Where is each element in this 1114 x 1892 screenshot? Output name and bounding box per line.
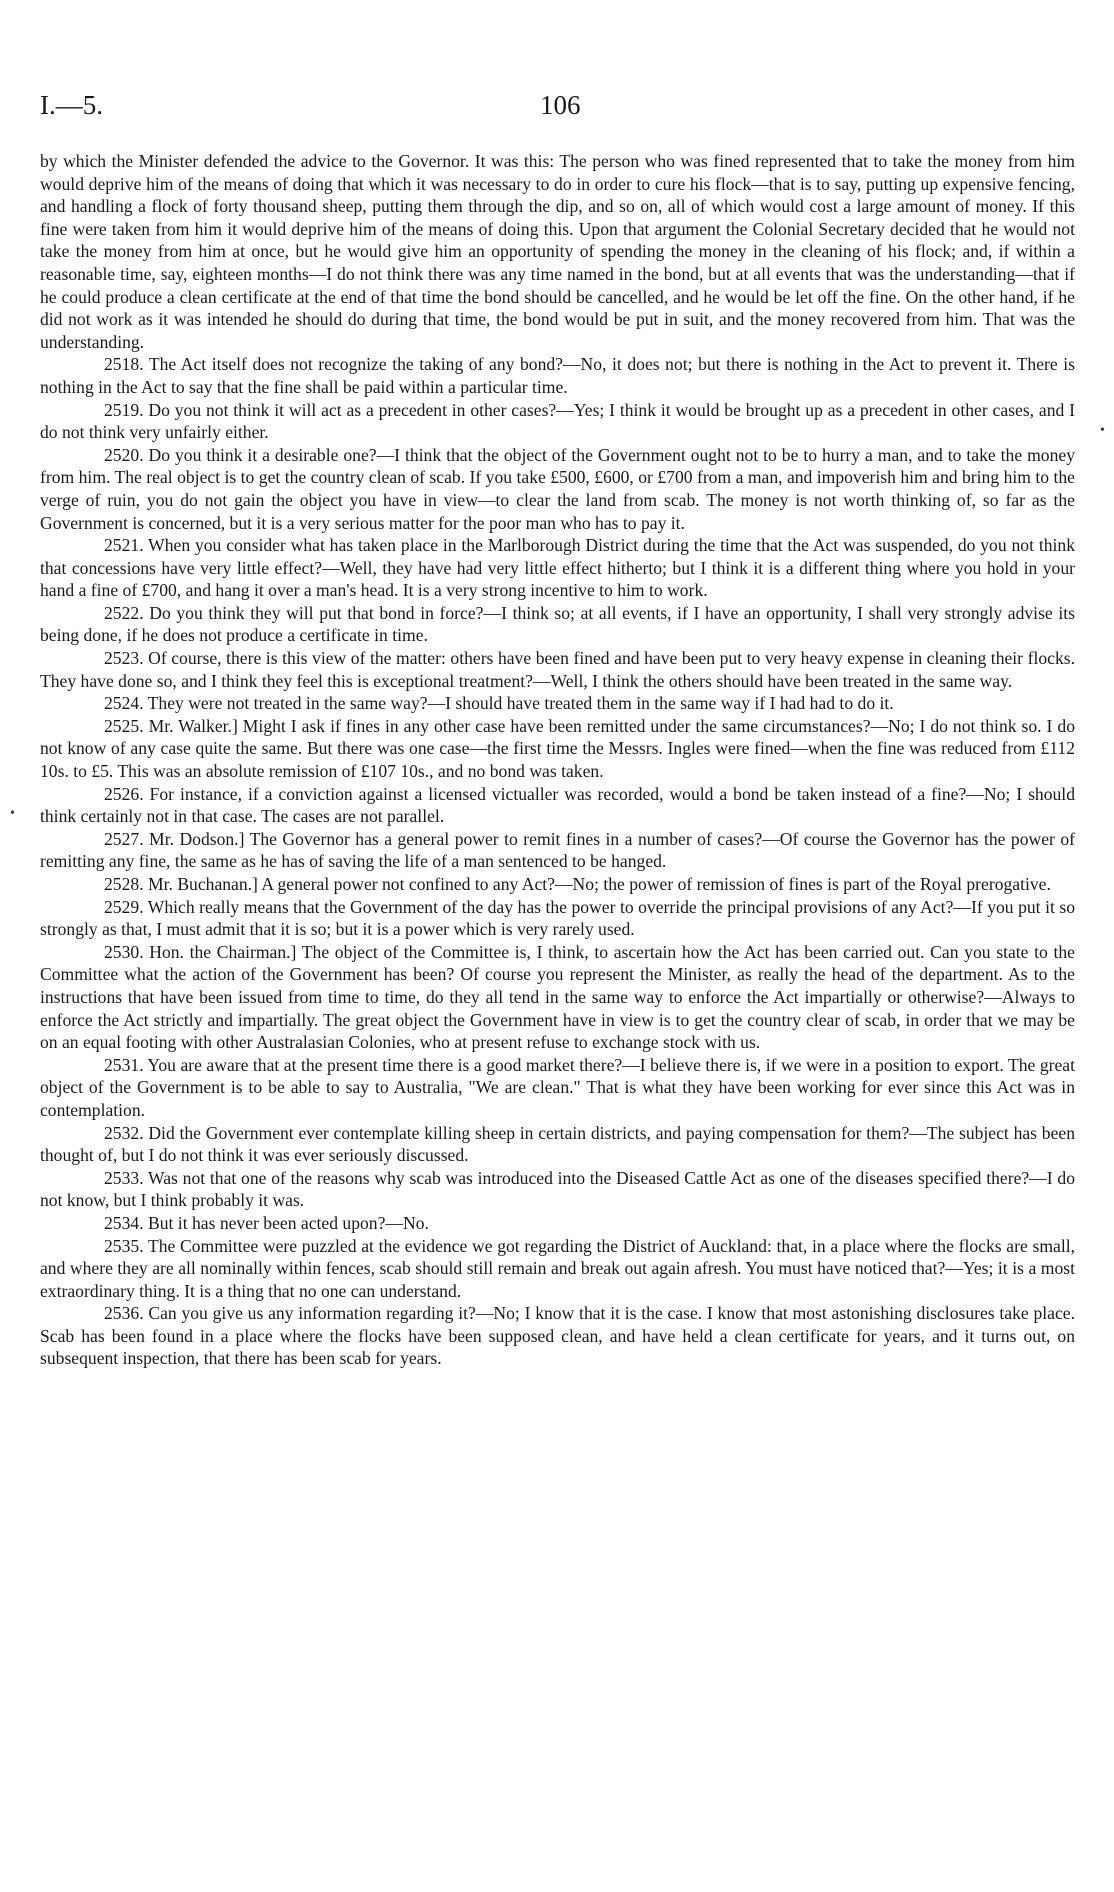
paragraph-2526: 2526. For instance, if a conviction against a licensed victualler was recorded, would a bond be taken instead of a fine?—No; I should think certainly not in that case. The cases are not parallel.: [40, 783, 1075, 827]
paragraph-2523: 2523. Of course, there is this view of the matter: others have been fined and have been put to very heavy expense in cleaning their flocks. They have done so, and I think they feel this is exceptional treatment?—Well, I think the others should have been treated in the same way.: [40, 648, 1075, 691]
paragraph-2532: 2532. Did the Government ever contemplate killing sheep in certain districts, and paying compensation for them?—The subject has been thought of, but I do not think it was ever seriously discussed.: [40, 1122, 1075, 1166]
paragraph-2533: 2533. Was not that one of the reasons why scab was introduced into the Diseased Cattle Act as one of the diseases specified there?—I do not know, but I think probably it was.: [40, 1167, 1075, 1211]
paragraph-2527: 2527. Mr. Dodson.] The Governor has a general power to remit fines in a number of cases?—Of course the Governor has the power of remitting any fine, the same as he has of saving the life of a man sentenced to be hanged.: [40, 828, 1075, 872]
page-number: 106: [540, 90, 581, 120]
paragraph-2518: 2518. The Act itself does not recognize the taking of any bond?—No, it does not; but there is nothing in the Act to prevent it. There is nothing in the Act to say that the fine shall be paid within a particular time.: [40, 354, 1075, 397]
body-text: [40, 150, 1075, 1370]
paragraph-continuation: by which the Minister defended the advice to the Governor. It was this: The person who was fined represented that to take the money from him would deprive him of the means of doing that which it was necessary to do in order to cure his flock—that is to say, putting up expensive fencing, and handling a flock of forty thousand sheep, putting them through the dip, and so on, all of which would cost a large amount of money. If this fine were taken from him it would deprive him of the means of doing this. Upon that argument the Colonial Secretary decided that he would not take the money from him at once, but he would give him an opportunity of spending the money in the cleaning of his flock; and, if within a reasonable time, say, eighteen months—I do not think there was any time named in the bond, but at all events that was the understanding—that if he could produce a clean certificate at the end of that time the bond should be cancelled, and he would be let off the fine. On the other hand, if he did not work as it was intended he should do during that time, the bond would be put in suit, and the money recovered from him. That was the understanding.: [40, 151, 1075, 352]
paragraph-2534: 2534. But it has never been acted upon?—No.: [104, 1212, 429, 1233]
paragraph-2536: 2536. Can you give us any information regarding it?—No; I know that it is the case. I know that most astonishing disclosures take place. Scab has been found in a place where the flocks have been supposed clean, and have held a clean certificate for years, and it turns out, on subsequent inspection, that there has been scab for years.: [40, 1303, 1075, 1369]
document-reference: I.—5.: [40, 90, 103, 120]
paragraph-2522: 2522. Do you think they will put that bond in force?—I think so; at all events, if I have an opportunity, I shall very strongly advise its being done, if he does not produce a certificate in time.: [40, 602, 1075, 646]
paragraph-2521: 2521. When you consider what has taken place in the Marlborough District during the time that the Act was suspended, do you not think that concessions have very little effect?—Well, they have had very little effect hitherto; but I think it is a different thing where you hold in your hand a fine of £700, and hang it over a man's head. It is a very strong incentive to him to work.: [40, 535, 1075, 601]
paragraph-2528: 2528. Mr. Buchanan.] A general power not confined to any Act?—No; the power of remission of fines is part of the Royal prerogative.: [104, 874, 1051, 894]
margin-speck: •: [10, 806, 15, 821]
paragraph-2529: 2529. Which really means that the Government of the day has the power to override the principal provisions of any Act?—If you put it so strongly as that, I must admit that it is so; but it is a power which is very rarely used.: [40, 896, 1075, 940]
paragraph-2535: 2535. The Committee were puzzled at the evidence we got regarding the District of Auckland: that, in a place where the flocks are small, and where they are all nominally within fences, scab should still remain and break out again afresh. You must have noticed that?—Yes; it is a most extraordinary thing. It is a thing that no one can understand.: [40, 1235, 1075, 1301]
margin-speck: •: [1100, 423, 1105, 438]
paragraph-2530: 2530. Hon. the Chairman.] The object of the Committee is, I think, to ascertain how the Act has been carried out. Can you state to the Committee what the action of the Government has been? Of course you represent the Minister, as really the head of the department. As to the instructions that have been issued from time to time, do they all tend in the same way to enforce the Act impartially or otherwise?—Always to enforce the Act strictly and impartially. The great object the Government have in view is to get the country clear of scab, in order that we may be on an equal footing with other Australasian Colonies, who at present refuse to exchange stock with us.: [40, 941, 1075, 1053]
paragraph-2524: 2524. They were not treated in the same way?—I should have treated them in the same way if I had had to do it.: [104, 693, 894, 714]
paragraph-2519: 2519. Do you not think it will act as a precedent in other cases?—Yes; I think it would be brought up as a precedent in other cases, and I do not think very unfairly either.: [40, 399, 1075, 443]
paragraph-2531: 2531. You are aware that at the present time there is a good market there?—I believe there is, if we were in a position to export. The great object of the Government is to be able to say to Australia, "We are clean." That is what they have been working for ever since this Act was in contemplation.: [40, 1054, 1075, 1120]
paragraph-2520: 2520. Do you think it a desirable one?—I think that the object of the Government ought not to be to hurry a man, and to take the money from him. The real object is to get the country clean of scab. If you take £500, £600, or £700 from a man, and impoverish him and bring him to the verge of ruin, you do not gain the object you have in view—to clear the land from scab. The money is not worth thinking of, so far as the Government is concerned, but it is a very serious matter for the poor man who has to pay it.: [40, 444, 1075, 533]
paragraph-2525: 2525. Mr. Walker.] Might I ask if fines in any other case have been remitted under the same circumstances?—No; I do not think so. I do not know of any case quite the same. But there was one case—the first time the Messrs. Ingles were fined—when the fine was reduced from £112 10s. to £5. This was an absolute remission of £107 10s., and no bond was taken.: [40, 715, 1075, 782]
page-header: [40, 90, 1074, 130]
